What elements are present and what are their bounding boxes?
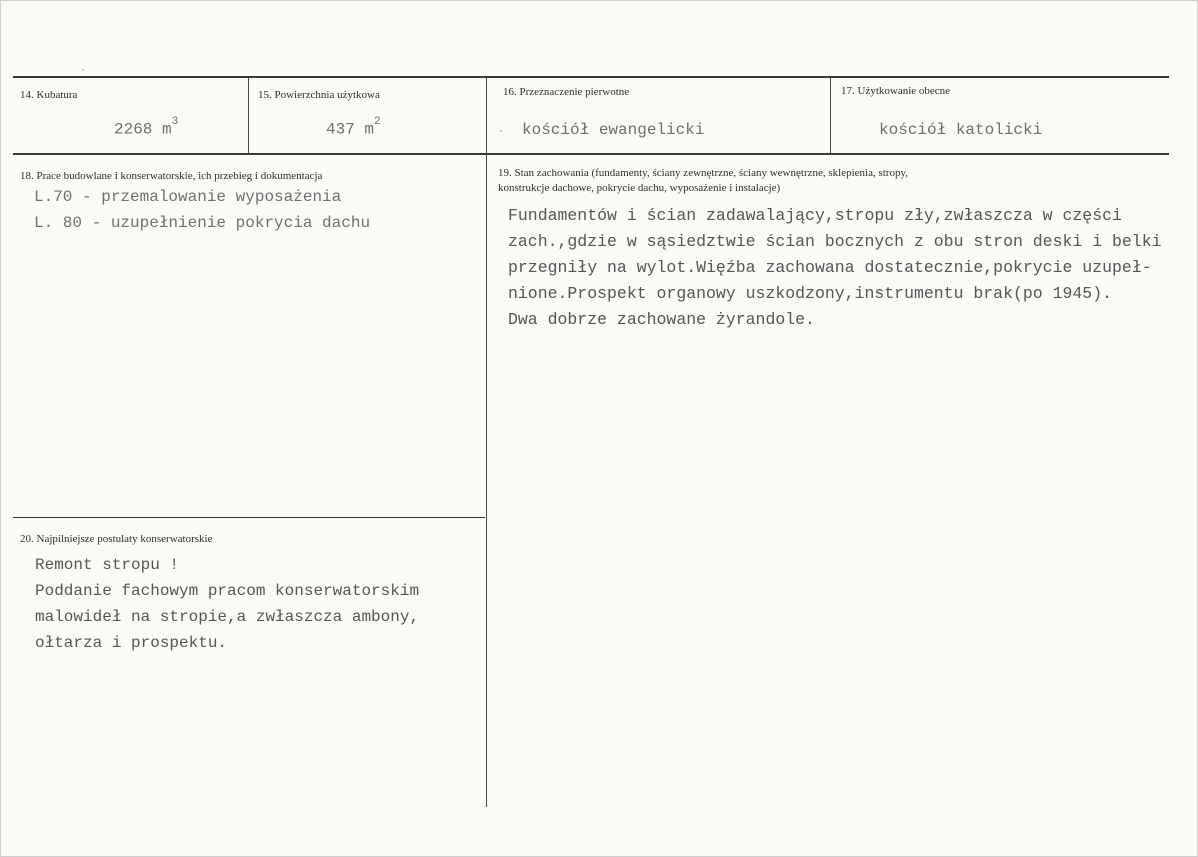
divider-16-17 — [830, 78, 831, 153]
postulaty-text — [35, 552, 419, 656]
postulaty-line: ołtarza i prospektu. — [35, 634, 228, 652]
middle-rule — [13, 153, 1169, 155]
stan-label-line1: 19. Stan zachowania (fundamenty, ściany zewnętrzne, ściany wewnętrzne, sklepienia, stropy, — [498, 167, 909, 179]
przeznaczenie-value: kościół ewangelicki — [522, 121, 705, 139]
kubatura-unit-exponent: 3 — [171, 116, 179, 128]
postulaty-line: Poddanie fachowym pracom konserwatorskim — [35, 582, 420, 600]
postulaty-line: malowideł na stropie,a zwłaszcza ambony, — [35, 608, 420, 626]
top-rule — [13, 76, 1169, 78]
prace-line: L. 80 - uzupełnienie pokrycia dachu — [34, 214, 371, 232]
postulaty-label: 20. Najpilniejsze postulaty konserwatorskie — [20, 533, 213, 545]
kubatura-number: 2268 m — [114, 120, 172, 139]
prace-line: L.70 - przemalowanie wyposażenia — [34, 188, 342, 206]
scan-speck — [500, 130, 502, 132]
section20-rule — [13, 517, 485, 518]
kubatura-label: 14. Kubatura — [20, 89, 78, 101]
divider-left-right — [486, 155, 487, 807]
stan-line: zach.,gdzie w sąsiedztwie ścian bocznych z obu stron deski i belki — [508, 232, 1162, 251]
prace-label: 18. Prace budowlane i konserwatorskie, ich przebieg i dokumentacja — [20, 170, 323, 182]
prace-text — [34, 184, 370, 236]
przeznaczenie-label: 16. Przeznaczenie pierwotne — [503, 86, 630, 98]
stan-text — [508, 203, 1162, 333]
powierzchnia-number: 437 m — [326, 120, 375, 139]
stan-line: Fundamentów i ścian zadawalający,stropu zły,zwłaszcza w części — [508, 206, 1122, 225]
stan-line: przegniły na wylot.Więźba zachowana dostatecznie,pokrycie uzupeł- — [508, 258, 1152, 277]
powierzchnia-unit-exponent: 2 — [374, 116, 381, 128]
stan-line: nione.Prospekt organowy uszkodzony,instrumentu brak(po 1945). — [508, 284, 1112, 303]
stan-label-line2: konstrukcje dachowe, pokrycie dachu, wyposażenie i instalacje) — [498, 182, 781, 194]
uzytkowanie-label: 17. Użytkowanie obecne — [841, 85, 951, 97]
kubatura-value — [114, 116, 179, 139]
divider-15-16 — [486, 78, 487, 153]
powierzchnia-value — [326, 116, 381, 139]
uzytkowanie-value: kościół katolicki — [879, 121, 1043, 139]
stan-line: Dwa dobrze zachowane żyrandole. — [508, 310, 815, 329]
divider-14-15 — [248, 78, 249, 153]
postulaty-line: Remont stropu ! — [35, 556, 180, 574]
powierzchnia-label: 15. Powierzchnia użytkowa — [258, 89, 380, 101]
scan-speck — [82, 69, 84, 71]
